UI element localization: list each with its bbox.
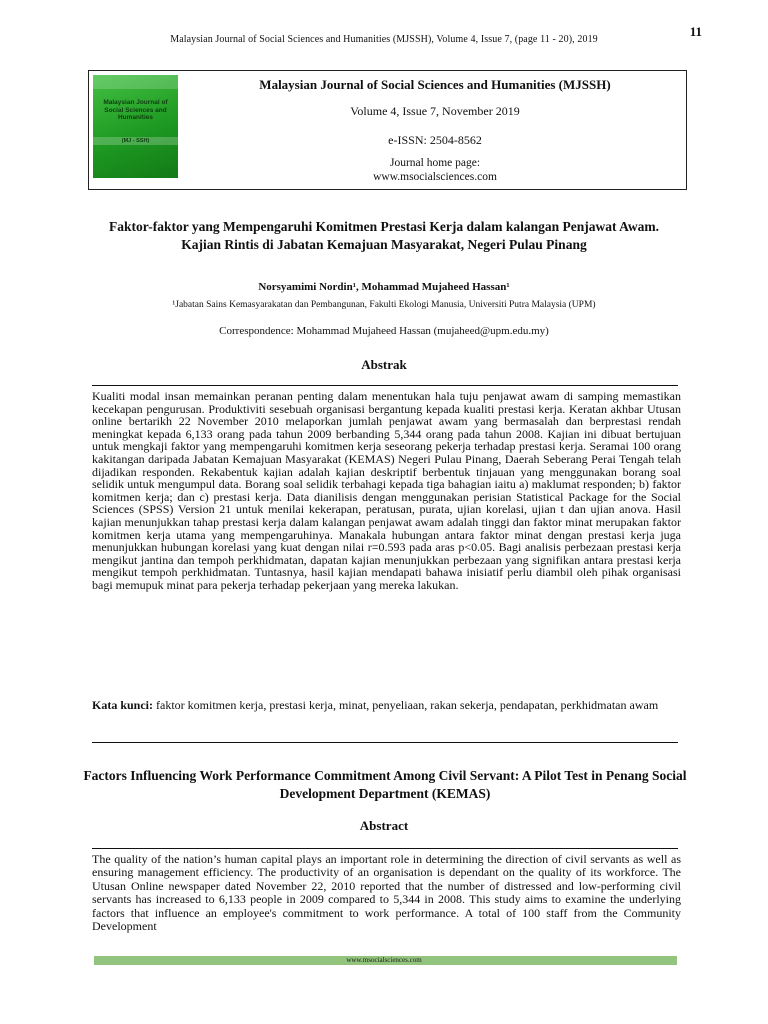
keywords-label: Kata kunci: (92, 698, 154, 712)
journal-issn: e-ISSN: 2504-8562 (388, 133, 482, 147)
keywords-list: faktor komitmen kerja, prestasi kerja, minat, penyeliaan, rakan sekerja, pendapatan, perkhidmatan awam (156, 698, 659, 712)
english-title: Factors Influencing Work Performance Commitment Among Civil Servant: A Pilot Test in Penang Social Development Department (KEMAS) (83, 768, 687, 801)
journal-info-box (88, 70, 687, 190)
abstrak-bottom-rule (92, 742, 678, 743)
journal-volume: Volume 4, Issue 7, November 2019 (350, 104, 520, 118)
correspondence: Correspondence: Mohammad Mujaheed Hassan (mujaheed@upm.edu.my) (219, 325, 549, 337)
journal-cover-image (93, 75, 178, 178)
journal-homepage-link[interactable]: www.msocialsciences.com (373, 171, 497, 183)
running-header: Malaysian Journal of Social Sciences and Humanities (MJSSH), Volume 4, Issue 7, (page 11 - 20), 2019 (170, 34, 598, 45)
footer-url[interactable]: www.msocialsciences.com (346, 956, 422, 964)
cover-title: Malaysian Journal of Social Sciences and Humanities (103, 99, 168, 121)
journal-title: Malaysian Journal of Social Sciences and Humanities (MJSSH) (259, 77, 611, 92)
abstrak-body: Kualiti modal insan memainkan peranan penting dalam menentukan hala tuju penjawat awam di samping memastikan kecekapan pengurusan. Produktiviti sesebuah organisasi bergantung kepada kualiti prestasi kerja. Keratan akhbar Utusan online bertarikh 22 November 2010 melaporkan jumlah penjawat awam yang bermasalah dan berprestasi rendah meningkat kepada 6,133 orang pada tahun 2009 berbanding 5,344 orang pada tahun 2008. Kajian ini dibuat bertujuan untuk mengkaji faktor yang mempengaruhi komitmen kerja seseorang pekerja terhadap prestasi kerja. Seramai 100 orang kakitangan daripada Jabatan Kemajuan Masyarakat (KEMAS) Negeri Pulau Pinang, Daerah Seberang Perai Tengah telah dijadikan responden. Rekabentuk kajian adalah kajian deskriptif berbentuk tinjauan yang menggunakan borang soal selidik untuk mengumpul data. Borang soal selidik terbahagi kepada tiga bahagian iaitu a) maklumat responden; b) faktor komitmen kerja; dan c) prestasi kerja. Data dianilisis dengan menggunakan perisian Statistical Package for the Social Sciences (SPSS) Version 21 untuk menilai kekerapan, peratusan, purata, ujian korelasi, ujian t dan ujian anova. Hasil kajian menunjukkan tahap prestasi kerja dalam kalangan penjawat awam adalah tinggi dan faktor minat merupakan faktor komitmen kerja utama yang mempengaruhinya. Manakala hubungan antara faktor minat dengan prestasi kerja juga menunjukkan hubungan korelasi yang kuat dengan nilai r=0.593 pada aras p<0.05. Bagi analisis perbezaan prestasi kerja mengikut jantina dan tempoh perkhidmatan, dapatan kajian menunjukkan perbezaan yang signifikan antara prestasi kerja mengikut tempoh perkhidmatan. Tuntasnya, hasil kajian mendapati bahawa inisiatif perlu diambil oleh pihak organisasi bagi memupuk minat para pekerja terhadap pekerjaan yang mereka lakukan. (92, 389, 681, 592)
author-list: Norsyamimi Nordin¹, Mohammad Mujaheed Hassan¹ (258, 281, 510, 293)
author-affiliation: ¹Jabatan Sains Kemasyarakatan dan Pembangunan, Fakulti Ekologi Manusia, Universiti Putra Malaysia (UPM) (172, 300, 596, 310)
abstract-heading: Abstract (359, 818, 409, 833)
page-number: 11 (689, 24, 702, 39)
abstract-top-rule (92, 848, 678, 849)
abstract-body: The quality of the nation’s human capital plays an important role in determining the direction of civil servants as well as ensuring management efficiency. The productivity of an organisation is dependant on the quality of its workforce. The Utusan Online newspaper dated November 22, 2010 reported that the number of distressed and low-performing civil servants has increased to 6,133 people in 2009 compared to 5,344 in 2008. This study aims to examine the underlying factors that influence an employee's commitment to work performance. A total of 100 staff from the Community Development (92, 852, 681, 934)
abstrak-top-rule (92, 385, 678, 386)
journal-homepage-label: Journal home page: (389, 157, 481, 169)
abstrak-heading: Abstrak (361, 357, 407, 372)
keywords (92, 699, 681, 712)
article-title: Faktor-faktor yang Mempengaruhi Komitmen Prestasi Kerja dalam kalangan Penjawat Awam. Kajian Rintis di Jabatan Kemajuan Masyarakat, Negeri Pulau Pinang (109, 219, 659, 252)
cover-subtitle: (MJ - SSH) (121, 138, 150, 144)
